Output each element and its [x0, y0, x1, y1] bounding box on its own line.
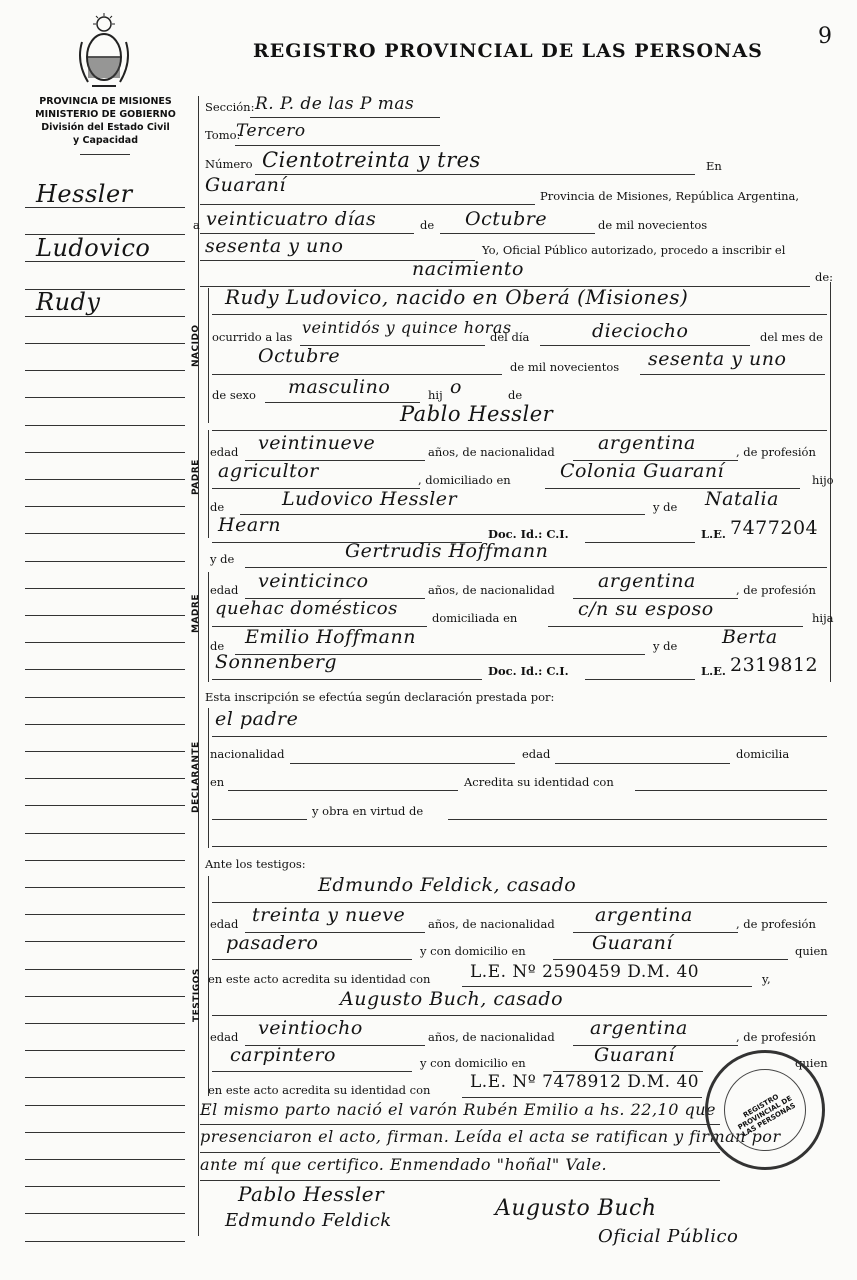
madre-nombre-value: Gertrudis Hoffmann — [345, 540, 549, 562]
note-line-2-rule — [200, 1152, 720, 1153]
signature-witness-1: Edmundo Feldick — [225, 1210, 392, 1231]
madre-yde-label: y de — [210, 552, 235, 566]
margin-rule — [25, 343, 185, 344]
seccion-line — [250, 117, 440, 118]
hij-suffix-value: o — [450, 376, 462, 398]
padre-nac-label: años, de nacionalidad — [428, 445, 555, 459]
ocurrido-label: ocurrido a las — [212, 330, 293, 344]
t1-quien-label: quien — [795, 944, 828, 958]
margin-rule — [25, 479, 185, 480]
margin-rule — [25, 996, 185, 997]
declarante-value: el padre — [215, 708, 299, 730]
testigos-label: Ante los testigos: — [205, 857, 306, 871]
nacido-border — [208, 288, 209, 423]
t2-quien-label: quien — [795, 1056, 828, 1070]
t2-dom-label: y con domicilio en — [420, 1056, 526, 1070]
hora-value: veintidós y quince horas — [302, 318, 512, 337]
note-line-1-rule — [200, 1124, 720, 1125]
testigo1-line — [212, 902, 827, 903]
declarante-nac-line — [290, 763, 515, 764]
madre-le-label: L.E. — [701, 664, 726, 678]
nombre-value: Rudy Ludovico, nacido en Oberá (Misiones) — [225, 285, 689, 309]
page-number: 9 — [818, 24, 833, 49]
margin-rule — [25, 1023, 185, 1024]
margin-rule — [25, 1186, 185, 1187]
tomo-line — [235, 145, 440, 146]
seccion-label: Sección: — [205, 100, 255, 114]
padre-edad-label: edad — [210, 445, 239, 459]
margin-rule — [25, 1159, 185, 1160]
nombre-line — [212, 314, 827, 315]
margin-rule — [25, 1105, 185, 1106]
tomo-label: Tomo: — [205, 128, 241, 142]
declarante-nac-label: nacionalidad — [210, 747, 285, 761]
t2-doc-value: L.E. Nº 7478912 D.M. 40 — [470, 1072, 700, 1092]
madre-edad-label: edad — [210, 583, 239, 597]
declaracion-label: Esta inscripción se efectúa según declaración prestada por: — [205, 690, 555, 704]
t2-prof-value: carpintero — [230, 1044, 336, 1066]
madre-nac-label: años, de nacionalidad — [428, 583, 555, 597]
abuela-p-yde-label: y de — [653, 500, 678, 514]
margin-rule — [25, 561, 185, 562]
padre-le-value: 7477204 — [730, 517, 819, 539]
lugar-value: Guaraní — [205, 174, 286, 196]
signature-father: Pablo Hessler — [238, 1182, 385, 1206]
margin-rule — [25, 669, 185, 670]
margin-given-name: Ludovico — [36, 234, 151, 262]
hijo-label: hijo — [812, 473, 834, 487]
mes-value: Octubre — [465, 208, 548, 230]
numero-line — [255, 174, 695, 175]
margin-rule — [25, 425, 185, 426]
oficial-label: Yo, Oficial Público autorizado, procedo a inscribir el — [482, 243, 786, 257]
declarante-obra-label: y obra en virtud de — [312, 804, 424, 818]
t2-nac-label: años, de nacionalidad — [428, 1030, 555, 1044]
margin-rule — [25, 751, 185, 752]
madre-prof-label: , de profesión — [736, 583, 816, 597]
numero-label: Número — [205, 157, 253, 171]
de-mil-nov-label: de mil novecientos — [510, 360, 620, 374]
madre-dom-value: c/n su esposo — [578, 598, 714, 620]
document-title: REGISTRO PROVINCIAL DE LAS PERSONAS — [253, 40, 763, 62]
mes-nac-value: Octubre — [258, 345, 341, 367]
padre-le-label: L.E. — [701, 527, 726, 541]
padre-prof-label: , de profesión — [736, 445, 816, 459]
issuer-block — [28, 95, 183, 147]
t1-acredita-label: en este acto acredita su identidad con — [208, 972, 431, 986]
note-line-3-rule — [200, 1180, 720, 1181]
anio-nac-value: sesenta y uno — [648, 348, 787, 370]
margin-rule — [25, 1213, 185, 1214]
t1-dom-value: Guaraní — [592, 932, 673, 954]
padre-nac-value: argentina — [598, 432, 696, 454]
padre-doc-label: Doc. Id.: C.I. — [488, 527, 569, 541]
padre-nombre-line — [212, 430, 827, 431]
t1-dom-line — [553, 959, 788, 960]
en-label: En — [706, 159, 722, 173]
margin-rule — [25, 941, 185, 942]
declarante-border — [208, 708, 209, 848]
margin-rule — [25, 1241, 185, 1242]
dia-value: dieciocho — [592, 320, 689, 342]
madre-nac-value: argentina — [598, 570, 696, 592]
testigo2-value: Augusto Buch, casado — [340, 988, 564, 1010]
margin-rule — [25, 778, 185, 779]
margin-rule — [25, 860, 185, 861]
padre-border — [208, 430, 209, 538]
t1-doc-line — [462, 986, 752, 987]
sexo-de-label: de — [508, 388, 523, 402]
declarante-acredita-line — [635, 790, 827, 791]
section-madre: MADRE — [191, 594, 201, 633]
margin-rule — [25, 969, 185, 970]
main-border-left — [198, 96, 199, 1236]
t2-dom-value: Guaraní — [594, 1044, 675, 1066]
declarante-edad-label: edad — [522, 747, 551, 761]
provincia-label: Provincia de Misiones, República Argentina, — [540, 189, 800, 203]
domiciliado-label: , domiciliado en — [418, 473, 511, 487]
margin-first-name: Rudy — [36, 288, 101, 316]
declarante-edad-line — [555, 763, 730, 764]
margin-rule — [25, 724, 185, 725]
del-mes-label: del mes de — [760, 330, 823, 344]
section-nacido: NACIDO — [191, 324, 201, 367]
margin-rule — [25, 642, 185, 643]
acto-value: nacimiento — [412, 258, 524, 280]
declarante-en-label: en — [210, 775, 225, 789]
issuer-capacity: y Capacidad — [73, 135, 138, 146]
margin-rule — [25, 370, 185, 371]
margin-rule — [25, 533, 185, 534]
t1-prof-label: , de profesión — [736, 917, 816, 931]
t1-edad-value: treinta y nueve — [252, 904, 406, 926]
hija-label: hija — [812, 611, 834, 625]
margin-rule — [25, 805, 185, 806]
seccion-value: R. P. de las P mas — [255, 94, 415, 114]
declarante-obra-line-a — [212, 819, 307, 820]
padre-prof-value: agricultor — [218, 460, 319, 482]
madre-ci-line — [585, 679, 695, 680]
t2-prof-label: , de profesión — [736, 1030, 816, 1044]
madre-nombre-line — [245, 567, 827, 568]
margin-rule — [25, 316, 185, 317]
issuer-province: PROVINCIA DE MISIONES — [39, 96, 172, 107]
t2-acredita-label: en este acto acredita su identidad con — [208, 1083, 431, 1097]
note-line-2: presenciaron el acto, firman. Leída el acta se ratifican y firman por — [200, 1127, 781, 1146]
madre-edad-value: veinticinco — [258, 570, 369, 592]
dias-value: veinticuatro días — [206, 208, 377, 230]
testigo2-line — [212, 1015, 827, 1016]
abuelo-m-de-label: de — [210, 639, 225, 653]
t1-y-label: y, — [762, 972, 771, 986]
margin-rule — [25, 615, 185, 616]
seal-text: REGISTRO PROVINCIAL DE LAS PERSONAS — [736, 1092, 797, 1139]
anio-value: sesenta y uno — [205, 235, 344, 257]
padre-dom-value: Colonia Guaraní — [560, 460, 725, 482]
abuela-m-line — [212, 679, 482, 680]
abuela-p-value-2: Hearn — [218, 514, 281, 536]
testigo1-value: Edmundo Feldick, casado — [318, 874, 577, 896]
margin-rule — [25, 833, 185, 834]
section-testigos: TESTIGOS — [192, 968, 202, 1022]
padre-ci-line — [585, 542, 695, 543]
dias-line — [200, 233, 414, 234]
declarante-domicilia-label: domicilia — [736, 747, 790, 761]
margin-rule — [25, 697, 185, 698]
margin-rule — [25, 506, 185, 507]
abuelo-p-de-label: de — [210, 500, 225, 514]
margin-rule — [25, 452, 185, 453]
t1-dom-label: y con domicilio en — [420, 944, 526, 958]
t2-prof-line — [212, 1071, 412, 1072]
margin-rule — [25, 914, 185, 915]
mes-line — [440, 233, 595, 234]
margin-rule — [25, 588, 185, 589]
section-padre: PADRE — [191, 459, 201, 495]
abuela-m-value-2: Sonnenberg — [215, 651, 338, 673]
margin-rule — [25, 887, 185, 888]
mes-nac-line — [212, 374, 502, 375]
sexo-line — [265, 402, 420, 403]
madre-prof-value: quehac domésticos — [215, 598, 398, 619]
t2-doc-line — [462, 1097, 702, 1098]
note-line-3: ante mí que certifico. Enmendado "hoñal" Vale. — [200, 1155, 608, 1174]
numero-value: Cientotreinta y tres — [262, 148, 481, 172]
abuela-p-value-1: Natalia — [705, 488, 779, 510]
margin-rule — [25, 1132, 185, 1133]
dia-line — [540, 345, 750, 346]
hij-label: hij — [428, 388, 443, 402]
issuer-division: División del Estado Civil — [41, 122, 170, 133]
del-dia-label: del día — [490, 330, 530, 344]
declarante-acredita-label: Acredita su identidad con — [464, 775, 614, 789]
abuela-m-value-1: Berta — [722, 626, 778, 648]
declarante-extra-line — [212, 846, 827, 847]
margin-rule — [25, 1050, 185, 1051]
t2-edad-label: edad — [210, 1030, 239, 1044]
anio-nac-line — [640, 374, 825, 375]
issuer-ministry: MINISTERIO DE GOBIERNO — [35, 109, 176, 120]
coat-of-arms-icon — [74, 12, 134, 92]
de-label: de — [420, 218, 435, 232]
abuelo-m-value: Emilio Hoffmann — [245, 626, 416, 648]
padre-nombre-value: Pablo Hessler — [400, 402, 554, 426]
t1-nac-value: argentina — [595, 904, 693, 926]
sexo-value: masculino — [288, 376, 391, 398]
abuelo-p-value: Ludovico Hessler — [282, 488, 458, 510]
madre-border — [208, 572, 209, 682]
header-divider — [80, 154, 130, 155]
t1-doc-value: L.E. Nº 2590459 D.M. 40 — [470, 962, 700, 982]
lugar-line — [200, 204, 535, 205]
declarante-en-line — [228, 790, 458, 791]
section-declarante: DECLARANTE — [191, 741, 201, 813]
t2-edad-value: veintiocho — [258, 1017, 363, 1039]
t1-edad-label: edad — [210, 917, 239, 931]
note-line-1: El mismo parto nació el varón Rubén Emilio a hs. 22,10 que — [200, 1100, 717, 1119]
declarante-obra-line-b — [448, 819, 827, 820]
de-colon-label: de: — [815, 270, 834, 284]
margin-rule — [25, 397, 185, 398]
abuelo-p-line — [240, 514, 645, 515]
margin-rule — [25, 1077, 185, 1078]
t1-prof-line — [212, 959, 412, 960]
declarante-line-1 — [212, 736, 827, 737]
official-seal-icon — [705, 1050, 825, 1170]
t2-nac-value: argentina — [590, 1017, 688, 1039]
padre-edad-value: veintinueve — [258, 432, 376, 454]
t1-nac-label: años, de nacionalidad — [428, 917, 555, 931]
sexo-label: de sexo — [212, 388, 256, 402]
tomo-value: Tercero — [236, 121, 306, 141]
madre-le-value: 2319812 — [730, 654, 819, 676]
signature-officer: Oficial Público — [598, 1226, 739, 1247]
madre-doc-label: Doc. Id.: C.I. — [488, 664, 569, 678]
a-label: a — [193, 218, 200, 232]
signature-witness-2: Augusto Buch — [495, 1196, 657, 1221]
domiciliada-label: domiciliada en — [432, 611, 518, 625]
mil-nov-label: de mil novecientos — [598, 218, 708, 232]
testigos-border — [208, 876, 209, 1096]
abuela-m-yde-label: y de — [653, 639, 678, 653]
margin-surname: Hessler — [36, 180, 133, 208]
t1-prof-value: pasadero — [226, 932, 319, 954]
